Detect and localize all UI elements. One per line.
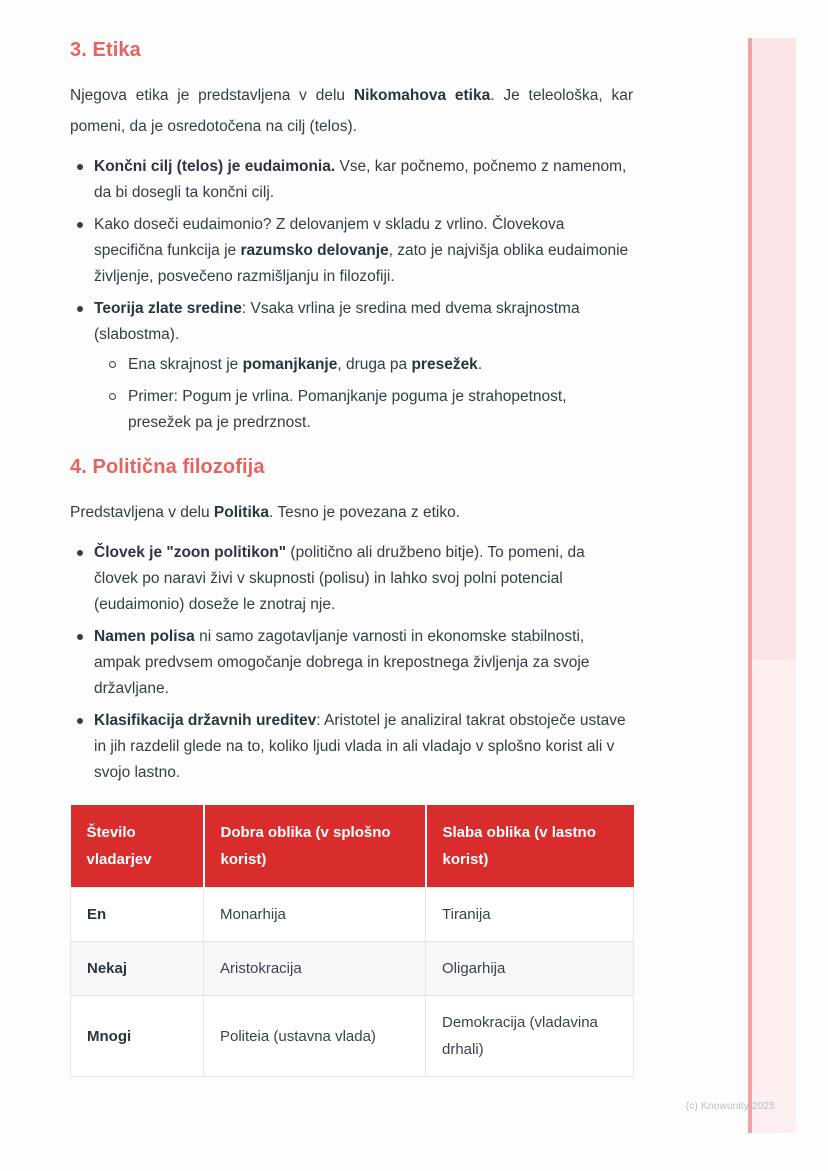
bold-text: Politika — [213, 504, 270, 521]
text-run: , zato je najvišja oblika eudaimonie življenje, posvečeno razmišljanju in filozofiji. — [94, 242, 629, 285]
bold-text: Teorija zlate sredine — [94, 300, 242, 317]
text-run: Njegova etika je predstavljena v delu — [70, 87, 354, 104]
list-item — [70, 624, 633, 702]
text-run: , druga pa — [337, 356, 412, 373]
bullet-icon — [77, 634, 83, 640]
footer-credit: (c) Knowunity 2025 — [685, 1101, 775, 1112]
bold-text: Človek je "zoon politikon" — [94, 544, 287, 561]
list-item-text — [94, 300, 580, 343]
table-cell: Oligarhija — [426, 942, 634, 996]
table-row — [71, 888, 634, 942]
sub-bullet-icon — [109, 361, 116, 368]
bullet-icon — [77, 550, 83, 556]
text-run: Primer: Pogum je vrlina. Pomanjkanje poguma je strahopetnost, presežek pa je predrznost. — [128, 388, 567, 431]
table-cell: Mnogi — [71, 996, 204, 1077]
government-forms-table — [70, 805, 634, 1077]
accent-stripe-top-segment — [752, 38, 796, 660]
text-run: Predstavljena v delu — [70, 504, 214, 521]
bullet-icon — [77, 222, 83, 228]
list-item — [70, 540, 633, 618]
sub-list-item — [104, 352, 633, 378]
table-cell: Tiranija — [426, 888, 634, 942]
sub-list-item-text — [128, 356, 482, 373]
sub-bullet-list — [104, 352, 633, 436]
sub-list-item-text — [128, 388, 567, 431]
text-run: : Aristotel je analiziral takrat obstoječe ustave in jih razdelil glede na to, koliko ljudi vlada in ali vladajo v splošno korist ali v svojo lastno. — [94, 712, 626, 781]
table-header-cell: Slaba oblika (v lastno korist) — [426, 805, 634, 888]
text-run: . Tesno je povezana z etiko. — [269, 504, 461, 521]
list-item — [70, 296, 633, 436]
text-run: . Je teleološka, kar pomeni, da je osredotočena na cilj (telos). — [70, 87, 634, 135]
bold-text: Namen polisa — [94, 628, 195, 645]
list-item-text — [94, 544, 585, 613]
table-cell: Nekaj — [71, 942, 204, 996]
bold-text: presežek — [411, 356, 478, 373]
section-heading: 3. Etika — [70, 39, 141, 61]
text-run: Vse, kar počnemo, počnemo z namenom, da bi dosegli ta končni cilj. — [94, 158, 627, 201]
table-cell: Aristokracija — [204, 942, 426, 996]
table-cell: En — [71, 888, 204, 942]
table-header-cell: Dobra oblika (v splošno korist) — [204, 805, 426, 888]
section-heading: 4. Politična filozofija — [70, 456, 265, 478]
text-run: Ena skrajnost je — [128, 356, 243, 373]
bold-text: Končni cilj (telos) je eudaimonia. — [94, 158, 336, 175]
sub-bullet-icon — [109, 393, 116, 400]
bold-text: razumsko delovanje — [240, 242, 389, 259]
bullet-icon — [77, 164, 83, 170]
text-run: ni samo zagotavljanje varnosti in ekonomske stabilnosti, ampak predvsem omogočanje dobrega in krepostnega življenja za svoje državljane. — [94, 628, 590, 697]
section-paragraph — [70, 80, 633, 142]
bold-text: pomanjkanje — [242, 356, 338, 373]
sub-list-item — [104, 384, 633, 436]
table-row — [71, 942, 634, 996]
text-run: Kako doseči eudaimonio? Z delovanjem v skladu z vrlino. Človekova specifična funkcija je — [94, 216, 565, 259]
table-cell: Monarhija — [204, 888, 426, 942]
list-item-text — [94, 712, 626, 781]
text-run: . — [477, 356, 483, 373]
list-item — [70, 212, 633, 290]
accent-stripe — [748, 38, 796, 1133]
text-run: (politično ali družbeno bitje). To pomeni, da človek po naravi živi v skupnosti (polisu) in lahko svoj polni potencial (eudaimonio) doseže le znotraj nje. — [94, 544, 585, 613]
bullet-list — [70, 540, 633, 786]
section-etika — [70, 38, 633, 442]
table-cell: Demokracija (vladavina drhali) — [426, 996, 634, 1077]
bold-text: Nikomahova etika — [353, 87, 491, 104]
list-item — [70, 708, 633, 786]
bold-text: Klasifikacija državnih ureditev — [94, 712, 317, 729]
section-paragraph — [70, 497, 633, 528]
accent-stripe-bottom-segment — [752, 660, 796, 1133]
table-header-row — [71, 805, 634, 888]
table-header-cell: Število vladarjev — [71, 805, 204, 888]
bullet-list — [70, 154, 633, 436]
table-cell: Politeia (ustavna vlada) — [204, 996, 426, 1077]
list-item-text — [94, 216, 628, 285]
section-politicna-filozofija — [70, 455, 633, 792]
list-item — [70, 154, 633, 206]
list-item-text — [94, 628, 589, 697]
text-run: : Vsaka vrlina je sredina med dvema skrajnostma (slabostma). — [94, 300, 580, 343]
bullet-icon — [77, 718, 83, 724]
table-row — [71, 996, 634, 1077]
bullet-icon — [77, 306, 83, 312]
list-item-text — [94, 158, 626, 201]
